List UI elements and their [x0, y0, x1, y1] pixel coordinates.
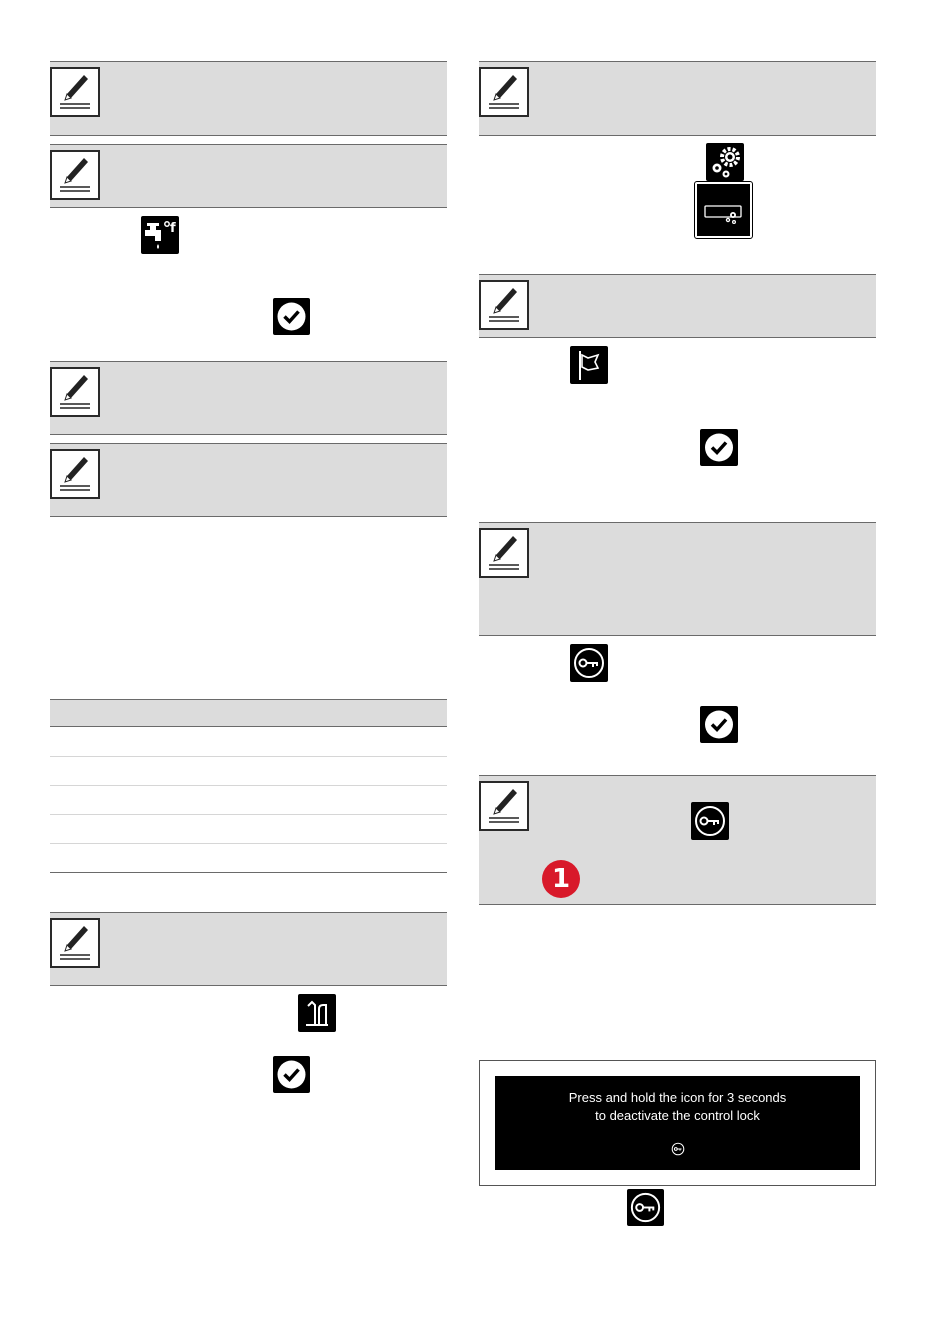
note-box: [50, 61, 447, 136]
flag-icon: [570, 346, 608, 384]
display-frame: [479, 1060, 876, 1186]
key-lock-icon: [691, 802, 729, 840]
table-row: [50, 756, 447, 757]
table-row: [50, 843, 447, 844]
table-row: [50, 814, 447, 815]
settings-gears-icon: [706, 143, 744, 181]
note-pencil-icon: [50, 67, 100, 117]
confirm-check-icon[interactable]: [273, 298, 310, 335]
note-pencil-icon: [479, 280, 529, 330]
confirm-check-icon[interactable]: [273, 1056, 310, 1093]
table-row: [50, 785, 447, 786]
note-box: [50, 912, 447, 986]
display-screen: [495, 1076, 860, 1170]
note-box: [50, 144, 447, 208]
display-message-line2: to deactivate the control lock: [595, 1108, 760, 1123]
note-box: [50, 443, 447, 517]
note-box: [479, 274, 876, 338]
hose-icon: [298, 994, 336, 1032]
water-temperature-icon: [141, 216, 179, 254]
note-pencil-icon: [50, 150, 100, 200]
table-bottom-rule: [50, 872, 447, 873]
key-lock-icon[interactable]: [570, 644, 608, 682]
note-box: [479, 61, 876, 136]
table-header: [50, 699, 447, 727]
svg-text:f: f: [170, 221, 176, 236]
key-lock-icon: [671, 1142, 685, 1161]
note-pencil-icon: [479, 781, 529, 831]
note-box: [479, 522, 876, 636]
confirm-check-icon[interactable]: [700, 706, 738, 743]
confirm-check-icon[interactable]: [700, 429, 738, 466]
note-pencil-icon: [479, 67, 529, 117]
note-pencil-icon: [479, 528, 529, 578]
display-message-line1: Press and hold the icon for 3 seconds: [568, 1090, 787, 1105]
note-pencil-icon: [50, 367, 100, 417]
settings-screen-icon: [695, 182, 752, 238]
note-box: [50, 361, 447, 435]
note-pencil-icon: [50, 449, 100, 499]
key-lock-icon[interactable]: [627, 1189, 664, 1226]
note-box: [479, 775, 876, 905]
step-number-badge: 1: [542, 860, 580, 898]
note-pencil-icon: [50, 918, 100, 968]
